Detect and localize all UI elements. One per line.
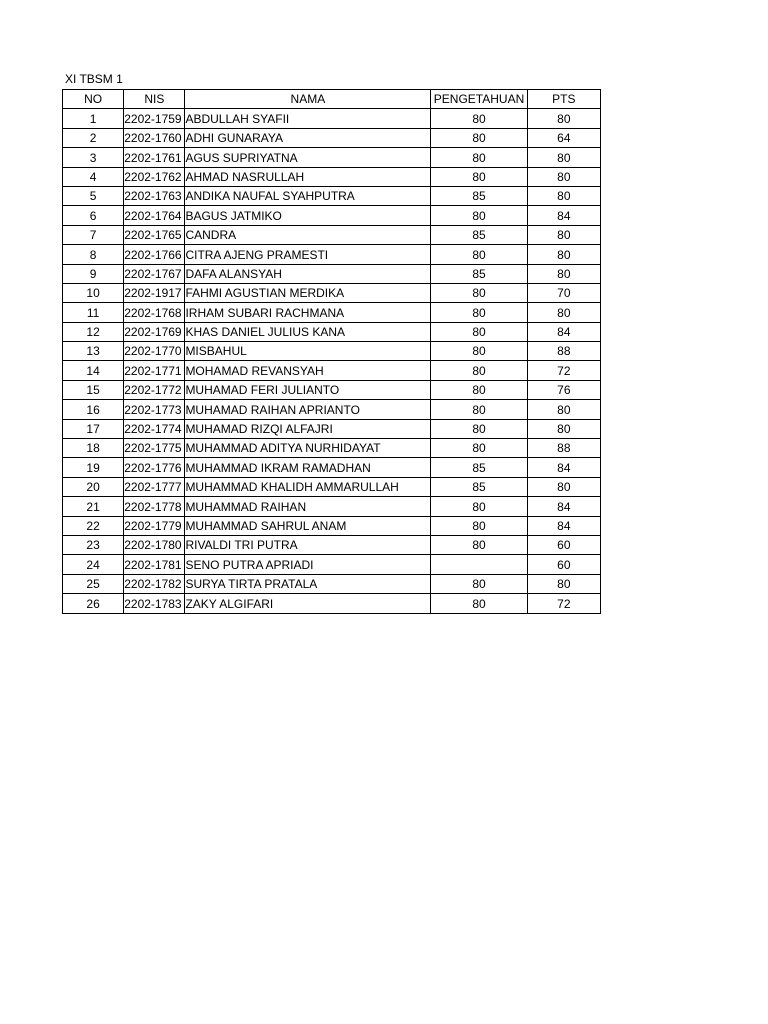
cell-pengetahuan[interactable]: 80 xyxy=(431,206,527,225)
cell-pts[interactable]: 80 xyxy=(527,419,600,438)
table-body xyxy=(63,109,601,613)
cell-pts[interactable]: 76 xyxy=(527,380,600,399)
cell-no[interactable]: 21 xyxy=(63,497,124,516)
cell-no[interactable]: 1 xyxy=(63,109,124,128)
table-row xyxy=(63,245,601,264)
cell-no[interactable]: 19 xyxy=(63,458,124,477)
cell-nis[interactable]: 2202-1768 xyxy=(124,303,185,322)
cell-pts[interactable]: 80 xyxy=(527,400,600,419)
table-row xyxy=(63,497,601,516)
cell-pengetahuan[interactable]: 80 xyxy=(431,574,527,593)
cell-nis[interactable]: 2202-1765 xyxy=(124,225,185,244)
table-row xyxy=(63,148,601,167)
cell-nama[interactable]: SURYA TIRTA PRATALA xyxy=(185,574,431,593)
table-row xyxy=(63,303,601,322)
cell-nis[interactable]: 2202-1774 xyxy=(124,419,185,438)
cell-nama[interactable]: MISBAHUL xyxy=(185,342,431,361)
cell-nama[interactable]: ABDULLAH SYAFII xyxy=(185,109,431,128)
cell-nis[interactable]: 2202-1766 xyxy=(124,245,185,264)
cell-pts[interactable]: 72 xyxy=(527,361,600,380)
cell-nis[interactable]: 2202-1776 xyxy=(124,458,185,477)
cell-pts[interactable]: 80 xyxy=(527,109,600,128)
cell-nama[interactable]: KHAS DANIEL JULIUS KANA xyxy=(185,322,431,341)
cell-pengetahuan[interactable]: 80 xyxy=(431,148,527,167)
cell-nama[interactable]: MUHAMMAD IKRAM RAMADHAN xyxy=(185,458,431,477)
cell-pts[interactable]: 84 xyxy=(527,206,600,225)
table-row xyxy=(63,264,601,283)
cell-nama[interactable]: ZAKY ALGIFARI xyxy=(185,594,431,613)
cell-pts[interactable]: 80 xyxy=(527,477,600,496)
cell-no[interactable]: 10 xyxy=(63,283,124,302)
cell-nama[interactable]: MUHAMMAD KHALIDH AMMARULLAH xyxy=(185,477,431,496)
cell-nama[interactable]: MOHAMAD REVANSYAH xyxy=(185,361,431,380)
cell-pengetahuan[interactable]: 80 xyxy=(431,419,527,438)
cell-no[interactable]: 26 xyxy=(63,594,124,613)
table-row xyxy=(63,167,601,186)
cell-nama[interactable]: AHMAD NASRULLAH xyxy=(185,167,431,186)
table-row xyxy=(63,342,601,361)
cell-pts[interactable]: 64 xyxy=(527,128,600,147)
cell-pts[interactable]: 88 xyxy=(527,342,600,361)
table-row xyxy=(63,594,601,613)
cell-no[interactable]: 15 xyxy=(63,380,124,399)
cell-pengetahuan[interactable]: 80 xyxy=(431,342,527,361)
table-row xyxy=(63,380,601,399)
cell-nis[interactable]: 2202-1778 xyxy=(124,497,185,516)
cell-nama[interactable]: MUHAMAD RIZQI ALFAJRI xyxy=(185,419,431,438)
header-row xyxy=(63,90,601,109)
cell-no[interactable]: 22 xyxy=(63,516,124,535)
cell-nis[interactable]: 2202-1764 xyxy=(124,206,185,225)
header-no[interactable]: NO xyxy=(63,90,124,109)
cell-nis[interactable]: 2202-1780 xyxy=(124,535,185,554)
table-row xyxy=(63,322,601,341)
cell-nama[interactable]: SENO PUTRA APRIADI xyxy=(185,555,431,574)
cell-nama[interactable]: DAFA ALANSYAH xyxy=(185,264,431,283)
cell-nis[interactable]: 2202-1771 xyxy=(124,361,185,380)
cell-nis[interactable]: 2202-1759 xyxy=(124,109,185,128)
cell-nama[interactable]: CANDRA xyxy=(185,225,431,244)
cell-no[interactable]: 2 xyxy=(63,128,124,147)
cell-nis[interactable]: 2202-1777 xyxy=(124,477,185,496)
cell-pts[interactable]: 72 xyxy=(527,594,600,613)
cell-pengetahuan[interactable]: 85 xyxy=(431,477,527,496)
cell-nama[interactable]: BAGUS JATMIKO xyxy=(185,206,431,225)
cell-pengetahuan[interactable]: 85 xyxy=(431,186,527,205)
cell-pts[interactable]: 80 xyxy=(527,574,600,593)
cell-pengetahuan[interactable]: 85 xyxy=(431,458,527,477)
cell-nis[interactable]: 2202-1760 xyxy=(124,128,185,147)
cell-nama[interactable]: IRHAM SUBARI RACHMANA xyxy=(185,303,431,322)
cell-pengetahuan[interactable]: 80 xyxy=(431,594,527,613)
cell-pengetahuan[interactable]: 85 xyxy=(431,264,527,283)
table-row xyxy=(63,225,601,244)
table-row xyxy=(63,283,601,302)
cell-pengetahuan[interactable]: 80 xyxy=(431,535,527,554)
cell-nama[interactable]: MUHAMMAD ADITYA NURHIDAYAT xyxy=(185,439,431,458)
cell-pts[interactable]: 70 xyxy=(527,283,600,302)
cell-pengetahuan[interactable]: 80 xyxy=(431,303,527,322)
cell-pengetahuan[interactable]: 80 xyxy=(431,497,527,516)
cell-nis[interactable]: 2202-1761 xyxy=(124,148,185,167)
cell-no[interactable]: 8 xyxy=(63,245,124,264)
cell-no[interactable]: 7 xyxy=(63,225,124,244)
cell-pengetahuan[interactable]: 80 xyxy=(431,361,527,380)
table-row xyxy=(63,516,601,535)
table-header xyxy=(63,90,601,109)
cell-no[interactable]: 23 xyxy=(63,535,124,554)
table-row xyxy=(63,555,601,574)
table-row xyxy=(63,128,601,147)
cell-nis[interactable]: 2202-1783 xyxy=(124,594,185,613)
cell-nis[interactable]: 2202-1763 xyxy=(124,186,185,205)
table-row xyxy=(63,400,601,419)
header-nama[interactable]: NAMA xyxy=(185,90,431,109)
cell-pengetahuan[interactable]: 80 xyxy=(431,128,527,147)
cell-pengetahuan[interactable]: 80 xyxy=(431,439,527,458)
cell-nis[interactable]: 2202-1917 xyxy=(124,283,185,302)
cell-pengetahuan[interactable]: 80 xyxy=(431,245,527,264)
cell-nama[interactable]: FAHMI AGUSTIAN MERDIKA xyxy=(185,283,431,302)
cell-pts[interactable]: 84 xyxy=(527,516,600,535)
cell-pts[interactable]: 80 xyxy=(527,167,600,186)
cell-nama[interactable]: MUHAMMAD RAIHAN xyxy=(185,497,431,516)
cell-nama[interactable]: AGUS SUPRIYATNA xyxy=(185,148,431,167)
cell-pts[interactable]: 80 xyxy=(527,186,600,205)
cell-pts[interactable]: 80 xyxy=(527,225,600,244)
cell-nis[interactable]: 2202-1781 xyxy=(124,555,185,574)
cell-nis[interactable]: 2202-1772 xyxy=(124,380,185,399)
cell-no[interactable]: 14 xyxy=(63,361,124,380)
cell-nis[interactable]: 2202-1769 xyxy=(124,322,185,341)
cell-nama[interactable]: MUHAMMAD SAHRUL ANAM xyxy=(185,516,431,535)
table-row xyxy=(63,206,601,225)
cell-no[interactable]: 25 xyxy=(63,574,124,593)
cell-nis[interactable]: 2202-1767 xyxy=(124,264,185,283)
table-row xyxy=(63,361,601,380)
cell-no[interactable]: 16 xyxy=(63,400,124,419)
cell-pengetahuan[interactable] xyxy=(431,555,527,574)
cell-no[interactable]: 3 xyxy=(63,148,124,167)
cell-nama[interactable]: ADHI GUNARAYA xyxy=(185,128,431,147)
cell-no[interactable]: 18 xyxy=(63,439,124,458)
cell-no[interactable]: 12 xyxy=(63,322,124,341)
cell-nis[interactable]: 2202-1775 xyxy=(124,439,185,458)
cell-nama[interactable]: RIVALDI TRI PUTRA xyxy=(185,535,431,554)
table-row xyxy=(63,458,601,477)
sheet-title: XI TBSM 1 xyxy=(65,72,123,86)
cell-nis[interactable]: 2202-1770 xyxy=(124,342,185,361)
cell-nis[interactable]: 2202-1779 xyxy=(124,516,185,535)
cell-pts[interactable]: 88 xyxy=(527,439,600,458)
cell-no[interactable]: 24 xyxy=(63,555,124,574)
grades-table xyxy=(62,89,601,614)
cell-pts[interactable]: 80 xyxy=(527,245,600,264)
table-row xyxy=(63,109,601,128)
cell-pengetahuan[interactable]: 80 xyxy=(431,380,527,399)
cell-no[interactable]: 13 xyxy=(63,342,124,361)
header-pengetahuan[interactable]: PENGETAHUAN xyxy=(431,90,527,109)
cell-pts[interactable]: 84 xyxy=(527,458,600,477)
cell-pts[interactable]: 60 xyxy=(527,535,600,554)
cell-pengetahuan[interactable]: 85 xyxy=(431,225,527,244)
cell-pengetahuan[interactable]: 80 xyxy=(431,516,527,535)
cell-pts[interactable]: 84 xyxy=(527,497,600,516)
cell-nama[interactable]: CITRA AJENG PRAMESTI xyxy=(185,245,431,264)
table-row xyxy=(63,574,601,593)
cell-pengetahuan[interactable]: 80 xyxy=(431,283,527,302)
header-nis[interactable]: NIS xyxy=(124,90,185,109)
cell-pengetahuan[interactable]: 80 xyxy=(431,400,527,419)
cell-nama[interactable]: MUHAMAD RAIHAN APRIANTO xyxy=(185,400,431,419)
cell-no[interactable]: 17 xyxy=(63,419,124,438)
cell-no[interactable]: 6 xyxy=(63,206,124,225)
cell-no[interactable]: 20 xyxy=(63,477,124,496)
cell-pts[interactable]: 60 xyxy=(527,555,600,574)
cell-pengetahuan[interactable]: 80 xyxy=(431,167,527,186)
cell-nis[interactable]: 2202-1773 xyxy=(124,400,185,419)
cell-pts[interactable]: 80 xyxy=(527,303,600,322)
cell-pengetahuan[interactable]: 80 xyxy=(431,109,527,128)
cell-nis[interactable]: 2202-1762 xyxy=(124,167,185,186)
cell-no[interactable]: 9 xyxy=(63,264,124,283)
cell-nama[interactable]: MUHAMAD FERI JULIANTO xyxy=(185,380,431,399)
table-row xyxy=(63,419,601,438)
cell-pts[interactable]: 84 xyxy=(527,322,600,341)
cell-nama[interactable]: ANDIKA NAUFAL SYAHPUTRA xyxy=(185,186,431,205)
table-row xyxy=(63,439,601,458)
cell-nis[interactable]: 2202-1782 xyxy=(124,574,185,593)
table-row xyxy=(63,186,601,205)
table-row xyxy=(63,535,601,554)
cell-pts[interactable]: 80 xyxy=(527,148,600,167)
table-row xyxy=(63,477,601,496)
cell-pengetahuan[interactable]: 80 xyxy=(431,322,527,341)
cell-no[interactable]: 5 xyxy=(63,186,124,205)
cell-no[interactable]: 4 xyxy=(63,167,124,186)
cell-no[interactable]: 11 xyxy=(63,303,124,322)
cell-pts[interactable]: 80 xyxy=(527,264,600,283)
header-pts[interactable]: PTS xyxy=(527,90,600,109)
